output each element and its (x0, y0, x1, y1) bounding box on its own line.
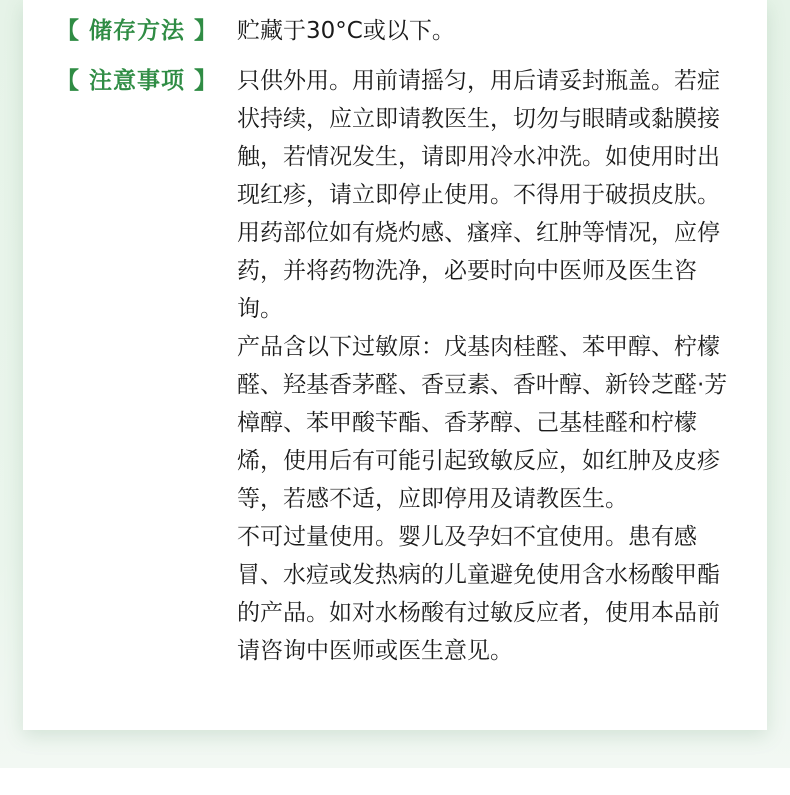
notes-text (237, 62, 740, 670)
storage-paragraph: 贮藏于30°C或以下。 (237, 18, 455, 44)
notes-paragraph-2: 产品含以下过敏原：戊基肉桂醛、苯甲醇、柠檬醛、羟基香茅醛、香豆素、香叶醇、新铃芝醛·芳樟醇、苯甲酸苄酯、香茅醇、己基桂醛和柠檬烯，使用后有可能引起致敏反应，如红肿及皮疹等，若感不适，应即停用及请教医生。 (237, 334, 728, 512)
storage-label: 【 储存方法 】 (56, 18, 219, 44)
notes-paragraph-3: 不可过量使用。婴儿及孕妇不宜使用。患有感冒、水痘或发热病的儿童避免使用含水杨酸甲酯的产品。如对水杨酸有过敏反应者，使用本品前请咨询中医师或医生意见。 (237, 524, 720, 664)
notes-section (56, 62, 740, 670)
notes-paragraph-1: 只供外用。用前请摇匀，用后请妥封瓶盖。若症状持续，应立即请教医生，切勿与眼睛或黏膜接触，若情况发生，请即用冷水冲洗。如使用时出现红疹，请立即停止使用。不得用于破损皮肤。用药部位如有烧灼感、瘙痒、红肿等情况，应停药，并将药物洗净，必要时向中医师及医生咨询。 (237, 68, 720, 322)
bottom-strip (0, 768, 790, 795)
notes-label: 【 注意事项 】 (56, 68, 219, 94)
storage-text (237, 12, 740, 50)
storage-section (56, 12, 740, 50)
